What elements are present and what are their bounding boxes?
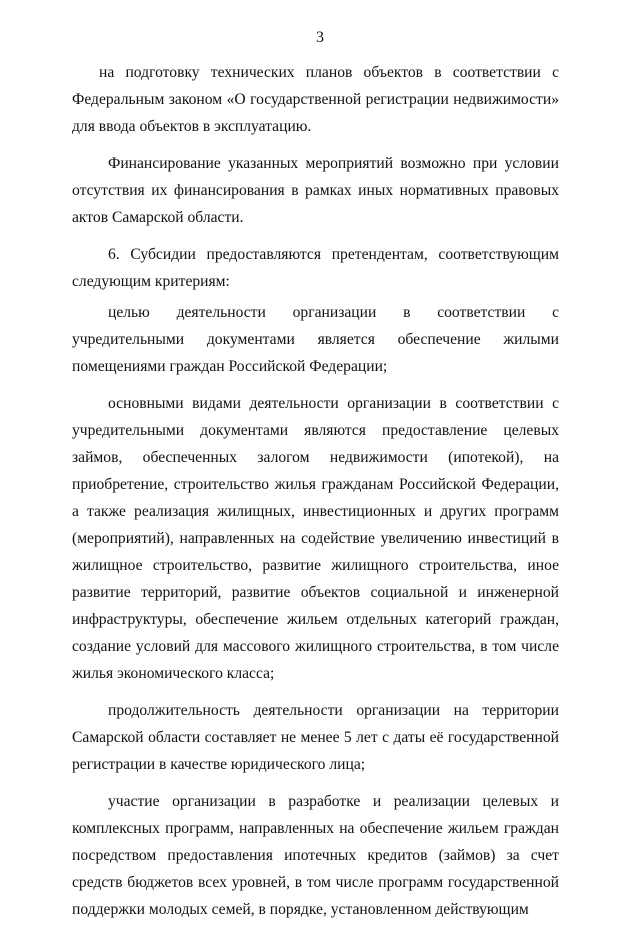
paragraph-criterion-program-participation: участие организации в разработке и реализации целевых и комплексных программ, направленных на обеспечение жильем граждан посредством предоставления ипотечных кредитов (займов) за счет средств бюджетов всех уровней, в том числе программ государственной поддержки молодых семей, в порядке, установленном действующим xyxy=(72,793,559,918)
paragraph-criterion-duration: продолжительность деятельности организации на территории Самарской области составляет не менее 5 лет с даты её государственной регистрации в качестве юридического лица; xyxy=(72,702,559,773)
page-number: 3 xyxy=(316,29,324,46)
paragraph-subsidy-criteria-intro: 6. Субсидии предоставляются претендентам, соответствующим следующим критериям: xyxy=(72,246,559,290)
paragraph-financing-condition: Финансирование указанных мероприятий возможно при условии отсутствия их финансирования в рамках иных нормативных правовых актов Самарской области. xyxy=(72,155,559,226)
paragraph-criterion-purpose: целью деятельности организации в соответствии с учредительными документами является обеспечение жилыми помещениями граждан Российской Федерации; xyxy=(72,304,559,375)
paragraph-technical-plans: на подготовку технических планов объектов в соответствии с Федеральным законом «О государственной регистрации недвижимости» для ввода объектов в эксплуатацию. xyxy=(72,64,559,135)
document-body xyxy=(72,59,559,933)
paragraph-criterion-main-activities: основными видами деятельности организации в соответствии с учредительными документами являются предоставление целевых займов, обеспеченных залогом недвижимости (ипотекой), на приобретение, строительство жилья гражданам Российской Федерации, а также реализация жилищных, инвестиционных и других программ (мероприятий), направленных на содействие увеличению инвестиций в жилищное строительство, развитие жилищного строительства, иное развитие территорий, развитие объектов социальной и инженерной инфраструктуры, обеспечение жильем отдельных категорий граждан, создание условий для массового жилищного строительства, в том числе жилья экономического класса; xyxy=(72,395,559,682)
